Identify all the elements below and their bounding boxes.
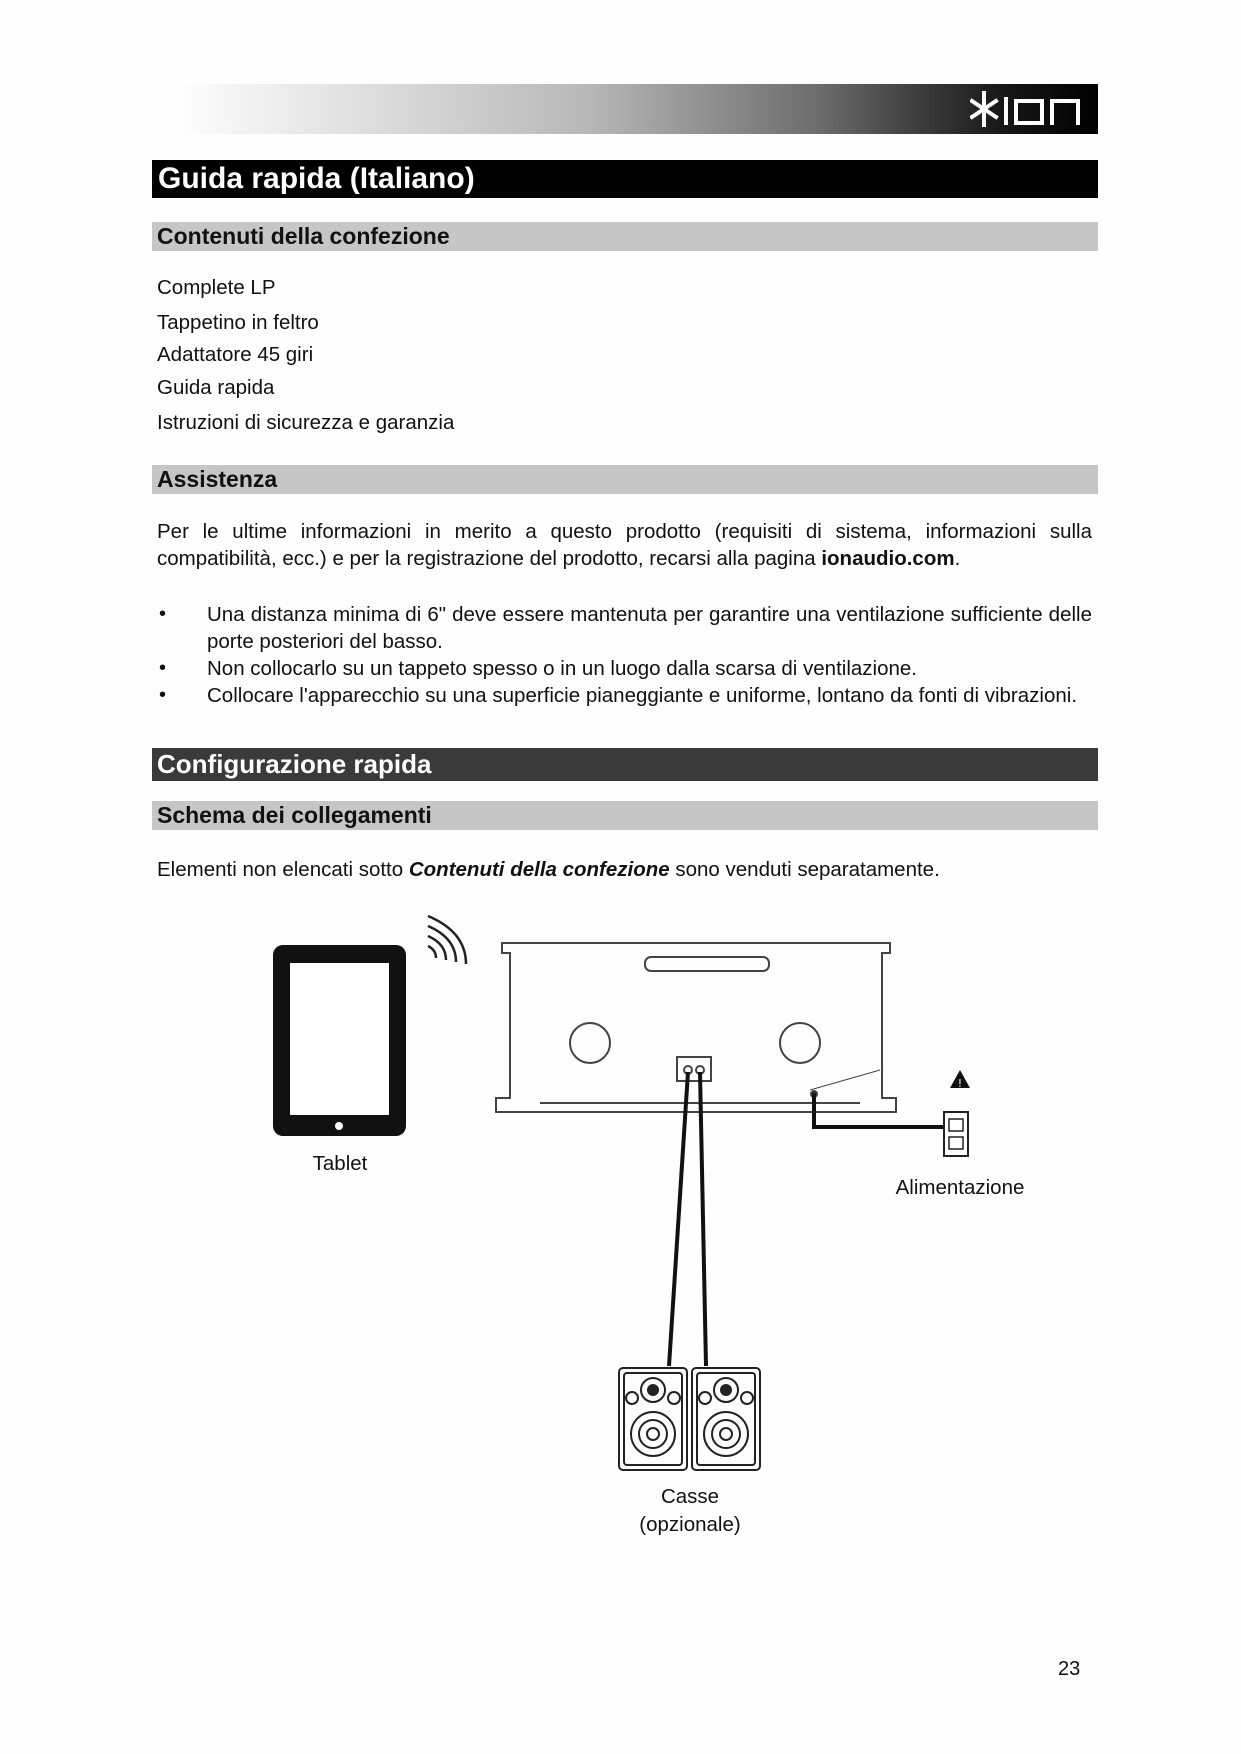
- speaker-left-icon: [619, 1368, 687, 1470]
- bullet-item: • Una distanza minima di 6" deve essere mantenuta per garantire una ventilazione sufficiente delle porte posteriori del basso.: [157, 601, 1092, 655]
- section-heading-setup: Configurazione rapida: [152, 748, 1098, 781]
- svg-text:!: !: [957, 1077, 963, 1090]
- speakers-optional-label: (opzionale): [639, 1513, 741, 1536]
- contents-item: Guida rapida: [157, 376, 275, 399]
- support-text-end: .: [954, 547, 961, 570]
- contents-item: Tappetino in feltro: [157, 311, 319, 334]
- contents-item: Adattatore 45 giri: [157, 343, 314, 366]
- page-title: Guida rapida (Italiano): [152, 160, 1098, 198]
- tablet-label: Tablet: [312, 1152, 368, 1175]
- bullet-item: • Non collocarlo su un tappeto spesso o in un luogo dalla scarsa di ventilazione.: [157, 655, 1092, 682]
- speakers-label: Casse: [660, 1485, 720, 1508]
- note-text: Elementi non elencati sotto: [157, 858, 409, 881]
- wireless-signal-icon: [428, 916, 466, 964]
- power-label: Alimentazione: [895, 1176, 1025, 1199]
- tablet-icon: [273, 945, 406, 1136]
- bullet-item: • Collocare l'apparecchio su una superficie pianeggiante e uniforme, lontano da fonti di vibrazioni.: [157, 682, 1092, 709]
- note-emphasis: Contenuti della confezione: [408, 858, 670, 881]
- speaker-cables: [669, 1072, 706, 1366]
- contents-item: Istruzioni di sicurezza e garanzia: [157, 411, 455, 434]
- section-heading-connections: Schema dei collegamenti: [152, 801, 1098, 830]
- power-cable: [814, 1094, 944, 1127]
- page-number: 23: [1058, 1658, 1081, 1680]
- speaker-right-icon: [692, 1368, 760, 1470]
- support-text: Per le ultime informazioni in merito a questo prodotto (requisiti di sistema, informazioni sulla compatibilità, ecc.) e per la registrazione del prodotto, recarsi alla pagina: [157, 520, 1092, 570]
- section-heading-contents: Contenuti della confezione: [152, 222, 1098, 251]
- support-link[interactable]: ionaudio.com: [821, 547, 955, 570]
- note-text-end: sono venduti separatamente.: [669, 858, 940, 881]
- contents-item: Complete LP: [157, 276, 276, 299]
- section-heading-support: Assistenza: [152, 465, 1098, 494]
- turntable-rear-panel: [496, 943, 896, 1112]
- wall-outlet-icon: [944, 1070, 970, 1156]
